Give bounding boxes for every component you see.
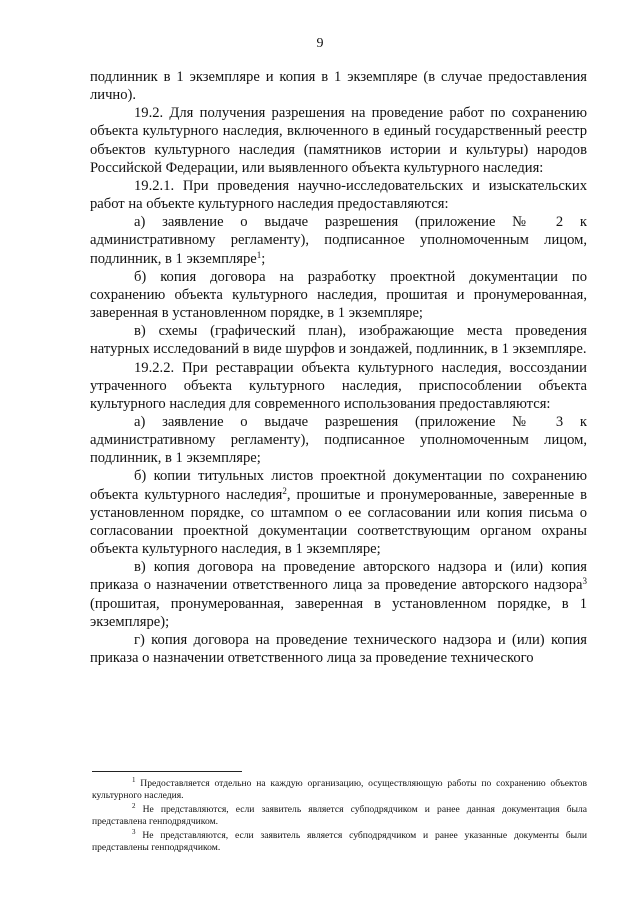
paragraph: в) копия договора на проведение авторского надзора и (или) копия приказа о назначении ответственного лица за проведение авторского надзора$^3$ (прошитая, пронумерованная, заверенная в установленном порядке, в 1 экземпляре);: [90, 559, 587, 630]
paragraph: подлинник в 1 экземпляре и копия в 1 экземпляре (в случае предоставления лично).: [90, 69, 587, 104]
page-number: 9: [316, 36, 324, 51]
paragraph: г) копия договора на проведение технического надзора и (или) копия приказа о назначении ответственного лица за проведение технического: [90, 631, 587, 666]
paragraph: б) копия договора на разработку проектной документации по сохранению объекта культурного наследия, прошитая и пронумерованная, заверенная в установленном порядке, в 1 экземпляре;: [90, 268, 587, 322]
footnote-separator: [92, 771, 242, 772]
paragraph: 19.2.1. При проведения научно-исследовательских и изыскательских работ на объекте культурного наследия предоставляются:: [90, 177, 587, 213]
paragraph: б) копии титульных листов проектной документации по сохранению объекта культурного наследия$^2$, прошитые и пронумерованные, заверенные в установленном порядке, со штампом о ее согласовании или копия письма о согласовании проектной документации соответствующим органом охраны объекта культурного наследия, в 1 экземпляре;: [90, 468, 587, 558]
paragraph: 19.2.2. При реставрации объекта культурного наследия, воссоздании утраченного объекта культурного наследия, приспособлении объекта культурного наследия для современного использования предоставляются:: [90, 359, 587, 412]
footnote: $^1$ Предоставляется отдельно на каждую организацию, осуществляющую работы по сохранению объектов культурного наследия.: [92, 776, 587, 802]
paragraph: 19.2. Для получения разрешения на проведение работ по сохранению объекта культурного наследия, включенного в единый государственный реестр объектов культурного наследия (памятников истории и культуры) народов Российской Федерации, или выявленного объекта культурного наследия:: [90, 105, 587, 176]
paragraph: а) заявление о выдаче разрешения (приложение № 3 к административному регламенту), подписанное уполномоченным лицом, подлинник, в 1 экземпляре;: [90, 413, 587, 467]
footnote-mark: 2: [132, 802, 136, 811]
footnote: $^2$ Не представляются, если заявитель является субподрядчиком и ранее данная документация была представлена генподрядчиком.: [92, 802, 587, 828]
paragraph: а) заявление о выдаче разрешения (приложение № 2 к административному регламенту), подписанное уполномоченным лицом, подлинник, в 1 экземпляре$^1$;: [90, 214, 587, 267]
paragraph: в) схемы (графический план), изображающие места проведения натурных исследований в виде шурфов и зондажей, подлинник, в 1 экземпляре.: [90, 323, 587, 358]
footnotes: [92, 778, 587, 857]
footnote-ref: 2: [282, 485, 287, 496]
footnote-ref: 3: [582, 576, 587, 587]
footnote-mark: 3: [132, 828, 136, 837]
footnote-mark: 1: [132, 776, 136, 784]
footnote: $^3$ Не представляются, если заявитель является субподрядчиком и ранее указанные документы были представлены генподрядчиком.: [92, 828, 587, 854]
body-text: [90, 68, 587, 667]
footnote-ref: 1: [256, 249, 262, 260]
